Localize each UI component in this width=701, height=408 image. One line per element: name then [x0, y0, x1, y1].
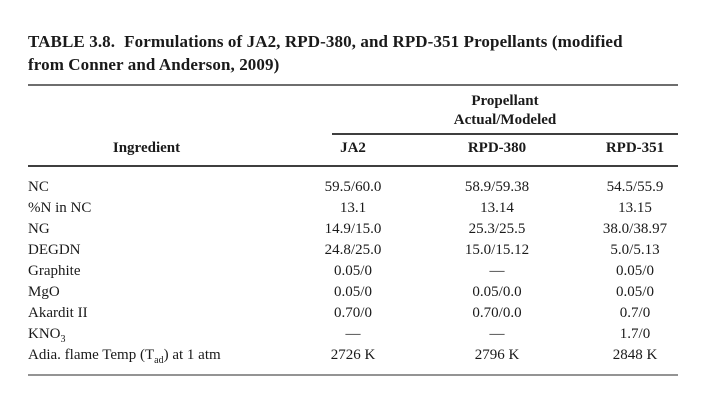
value-cell-rpd-351: 54.5/55.9: [606, 179, 664, 195]
value-cell-rpd-351: 2848 K: [612, 347, 658, 363]
column-header-rpd-351: RPD-351: [605, 140, 665, 156]
ingredient-label: NG: [28, 221, 50, 237]
value-cell-rpd-351: 13.15: [618, 200, 652, 216]
value-cell-rpd-380: 0.05/0.0: [472, 284, 522, 300]
table-number-label: TABLE 3.8.: [28, 32, 116, 51]
ingredient-cell: [28, 324, 305, 345]
ingredient-cell: [28, 303, 305, 324]
table-row: [28, 240, 677, 261]
column-header-ingredient: Ingredient: [112, 140, 181, 156]
ingredient-label-suffix: ) at 1 atm: [163, 347, 221, 363]
value-cell-rpd-380: —: [489, 326, 505, 342]
ingredient-label: Adia. flame Temp (T: [28, 347, 155, 363]
value-cell-ja2: 0.05/0: [334, 263, 372, 279]
table-row: [28, 219, 677, 240]
value-cell-rpd-380: 2796 K: [474, 347, 520, 363]
ingredient-subscript: ad: [154, 355, 164, 366]
value-cell-rpd-380: 58.9/59.38: [464, 179, 530, 195]
propellant-span-header: [332, 92, 678, 130]
value-cell-rpd-380: 25.3/25.5: [468, 221, 526, 237]
value-cell-rpd-351: 0.7/0: [619, 305, 651, 321]
ingredient-label: %N in NC: [28, 200, 92, 216]
value-cell-rpd-380: 13.14: [480, 200, 514, 216]
ingredient-cell: [28, 240, 305, 261]
ingredient-label: KNO: [28, 326, 61, 342]
span-header-line1: Propellant: [471, 93, 539, 109]
ingredient-cell: [28, 282, 305, 303]
value-cell-rpd-380: 15.0/15.12: [464, 242, 530, 258]
value-cell-ja2: 59.5/60.0: [324, 179, 382, 195]
column-header-rpd-380: RPD-380: [467, 140, 527, 156]
value-cell-rpd-351: 5.0/5.13: [610, 242, 660, 258]
table-title-line2: from Conner and Anderson, 2009): [28, 55, 280, 74]
value-cell-rpd-351: 0.05/0: [616, 284, 654, 300]
table-row: [28, 303, 677, 324]
value-cell-ja2: 2726 K: [330, 347, 376, 363]
value-cell-rpd-380: —: [489, 263, 505, 279]
column-header-row: [28, 140, 677, 157]
table-row: [28, 345, 677, 366]
value-cell-rpd-351: 38.0/38.97: [602, 221, 668, 237]
ingredient-cell: [28, 219, 305, 240]
table-title-text: Formulations of JA2, RPD-380, and RPD-351 Propellants (modified: [124, 32, 623, 51]
rule-table-bottom: [28, 374, 678, 376]
table-row: [28, 282, 677, 303]
value-cell-rpd-380: 0.70/0.0: [472, 305, 522, 321]
value-cell-ja2: —: [345, 326, 361, 342]
value-cell-ja2: 24.8/25.0: [324, 242, 382, 258]
value-cell-ja2: 14.9/15.0: [324, 221, 382, 237]
ingredient-subscript: 3: [60, 334, 66, 345]
value-cell-ja2: 13.1: [339, 200, 367, 216]
span-header-line2: Actual/Modeled: [453, 112, 557, 128]
ingredient-label: NC: [28, 179, 49, 195]
table-title-line1: [28, 30, 688, 53]
table-row: [28, 177, 677, 198]
ingredient-label: DEGDN: [28, 242, 81, 258]
table-body: [28, 177, 677, 366]
rule-under-column-headers: [28, 165, 678, 167]
ingredient-cell: [28, 198, 305, 219]
ingredient-label: MgO: [28, 284, 60, 300]
value-cell-ja2: 0.05/0: [334, 284, 372, 300]
ingredient-cell: [28, 177, 305, 198]
value-cell-rpd-351: 0.05/0: [616, 263, 654, 279]
rule-under-span-header: [332, 133, 678, 135]
column-header-ja2: JA2: [340, 140, 366, 156]
table-title: [28, 30, 688, 76]
ingredient-label: Graphite: [28, 263, 81, 279]
rule-under-title: [28, 84, 678, 86]
ingredient-cell: [28, 261, 305, 282]
table-row: [28, 198, 677, 219]
ingredient-cell: [28, 345, 305, 366]
value-cell-rpd-351: 1.7/0: [619, 326, 651, 342]
value-cell-ja2: 0.70/0: [334, 305, 372, 321]
table-row: [28, 324, 677, 345]
ingredient-label: Akardit II: [28, 305, 88, 321]
table-row: [28, 261, 677, 282]
